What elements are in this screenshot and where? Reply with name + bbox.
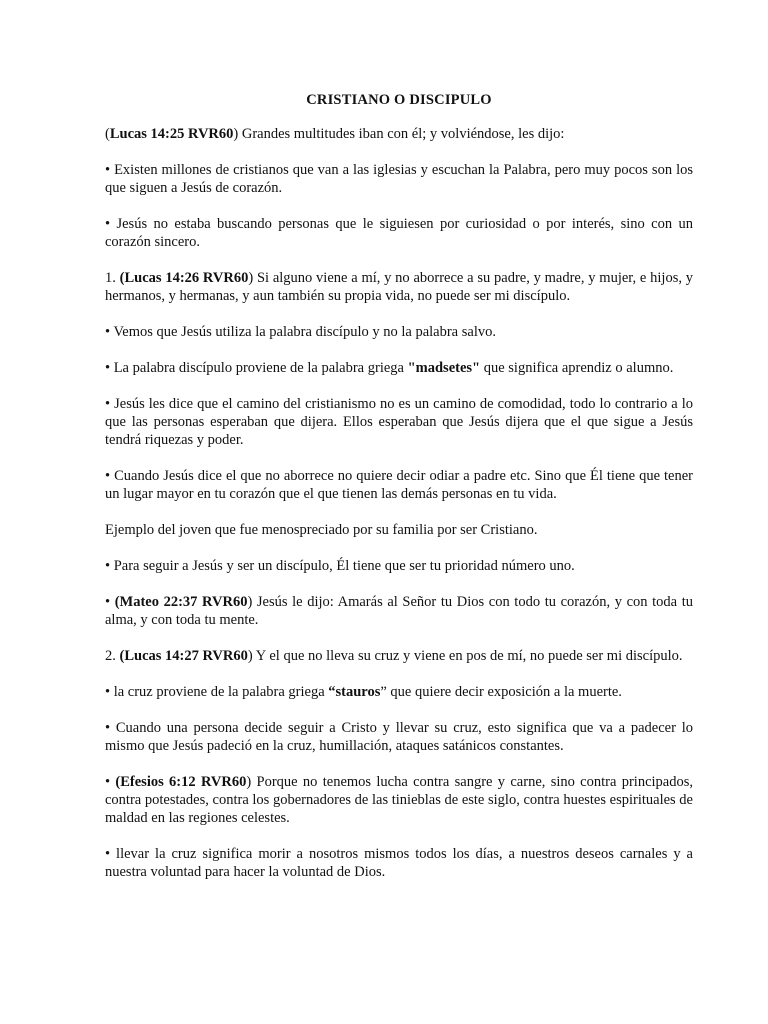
document-body (105, 125, 693, 881)
text-segment: que significa aprendiz o alumno. (480, 360, 674, 376)
text-segment: 1. (105, 270, 120, 286)
paragraph (105, 719, 693, 755)
paragraph (105, 215, 693, 251)
paragraph (105, 683, 693, 701)
text-segment: Ejemplo del joven que fue menospreciado por su familia por ser Cristiano. (105, 522, 538, 538)
text-segment: ) Jesús le dijo: Amarás al Señor tu Dios con todo tu corazón, y con toda tu alma, y con toda tu mente. (105, 594, 694, 628)
text-segment: 2. (105, 648, 120, 664)
bold-text: (Lucas 14:27 RVR60 (119, 648, 248, 664)
paragraph (105, 521, 693, 539)
text-segment: • La palabra discípulo proviene de la palabra griega (105, 360, 408, 376)
text-segment: ) Porque no tenemos lucha contra sangre y carne, sino contra principados, contra potestades, contra los gobernadores de las tinieblas de este siglo, contra huestes espirituales de maldad en las regiones celestes. (105, 774, 694, 826)
text-segment: • Existen millones de cristianos que van a las iglesias y escuchan la Palabra, pero muy pocos son los que siguen a Jesús de corazón. (105, 162, 693, 196)
bold-text: “stauros (328, 684, 381, 700)
text-segment: ( (105, 126, 110, 142)
paragraph (105, 359, 693, 377)
text-segment: • Cuando una persona decide seguir a Cristo y llevar su cruz, esto significa que va a padecer lo mismo que Jesús padeció en la cruz, humillación, ataques satánicos constantes. (105, 720, 693, 754)
paragraph (105, 773, 693, 827)
text-segment: • la cruz proviene de la palabra griega (105, 684, 329, 700)
text-segment: • Cuando Jesús dice el que no aborrece no quiere decir odiar a padre etc. Sino que Él tiene que tener un lugar mayor en tu corazón que el que tienen las demás personas en tu vida. (105, 468, 693, 502)
paragraph (105, 125, 693, 143)
paragraph (105, 593, 693, 629)
text-segment: ) Si alguno viene a mí, y no aborrece a su padre, y madre, y mujer, e hijos, y hermanos, y hermanas, y aun también su propia vida, no puede ser mi discípulo. (105, 270, 693, 304)
paragraph (105, 647, 693, 665)
bold-text: (Mateo 22:37 RVR60 (114, 594, 248, 610)
text-segment: • Jesús les dice que el camino del cristianismo no es un camino de comodidad, todo lo contrario a lo que las personas esperaban que dijera. Ellos esperaban que Jesús dijera que el que sigue a Jesús tendrá riquezas y poder. (105, 396, 693, 448)
text-segment: • (105, 774, 116, 790)
document-title: CRISTIANO O DISCIPULO (306, 92, 492, 108)
text-segment: • Jesús no estaba buscando personas que le siguiesen por curiosidad o por interés, sino con un corazón sincero. (105, 216, 693, 250)
paragraph (105, 557, 693, 575)
paragraph (105, 395, 693, 449)
bold-text: Lucas 14:25 RVR60 (109, 126, 234, 142)
paragraph (105, 467, 693, 503)
paragraph (105, 323, 693, 341)
paragraph (105, 161, 693, 197)
text-segment: ) Grandes multitudes iban con él; y volviéndose, les dijo: (233, 126, 565, 142)
text-segment: • llevar la cruz significa morir a nosotros mismos todos los días, a nuestros deseos carnales y a nuestra voluntad para hacer la voluntad de Dios. (105, 846, 693, 880)
text-segment: • Para seguir a Jesús y ser un discípulo, Él tiene que ser tu prioridad número uno. (105, 558, 575, 574)
text-segment: ” que quiere decir exposición a la muerte. (380, 684, 622, 700)
bold-text: (Efesios 6:12 RVR60 (115, 774, 247, 790)
bold-text: (Lucas 14:26 RVR60 (119, 270, 249, 286)
text-segment: • (105, 594, 115, 610)
paragraph (105, 845, 693, 881)
bold-text: "madsetes" (407, 360, 481, 376)
text-segment: • Vemos que Jesús utiliza la palabra discípulo y no la palabra salvo. (105, 324, 496, 340)
paragraph (105, 269, 693, 305)
text-segment: ) Y el que no lleva su cruz y viene en pos de mí, no puede ser mi discípulo. (247, 648, 683, 664)
